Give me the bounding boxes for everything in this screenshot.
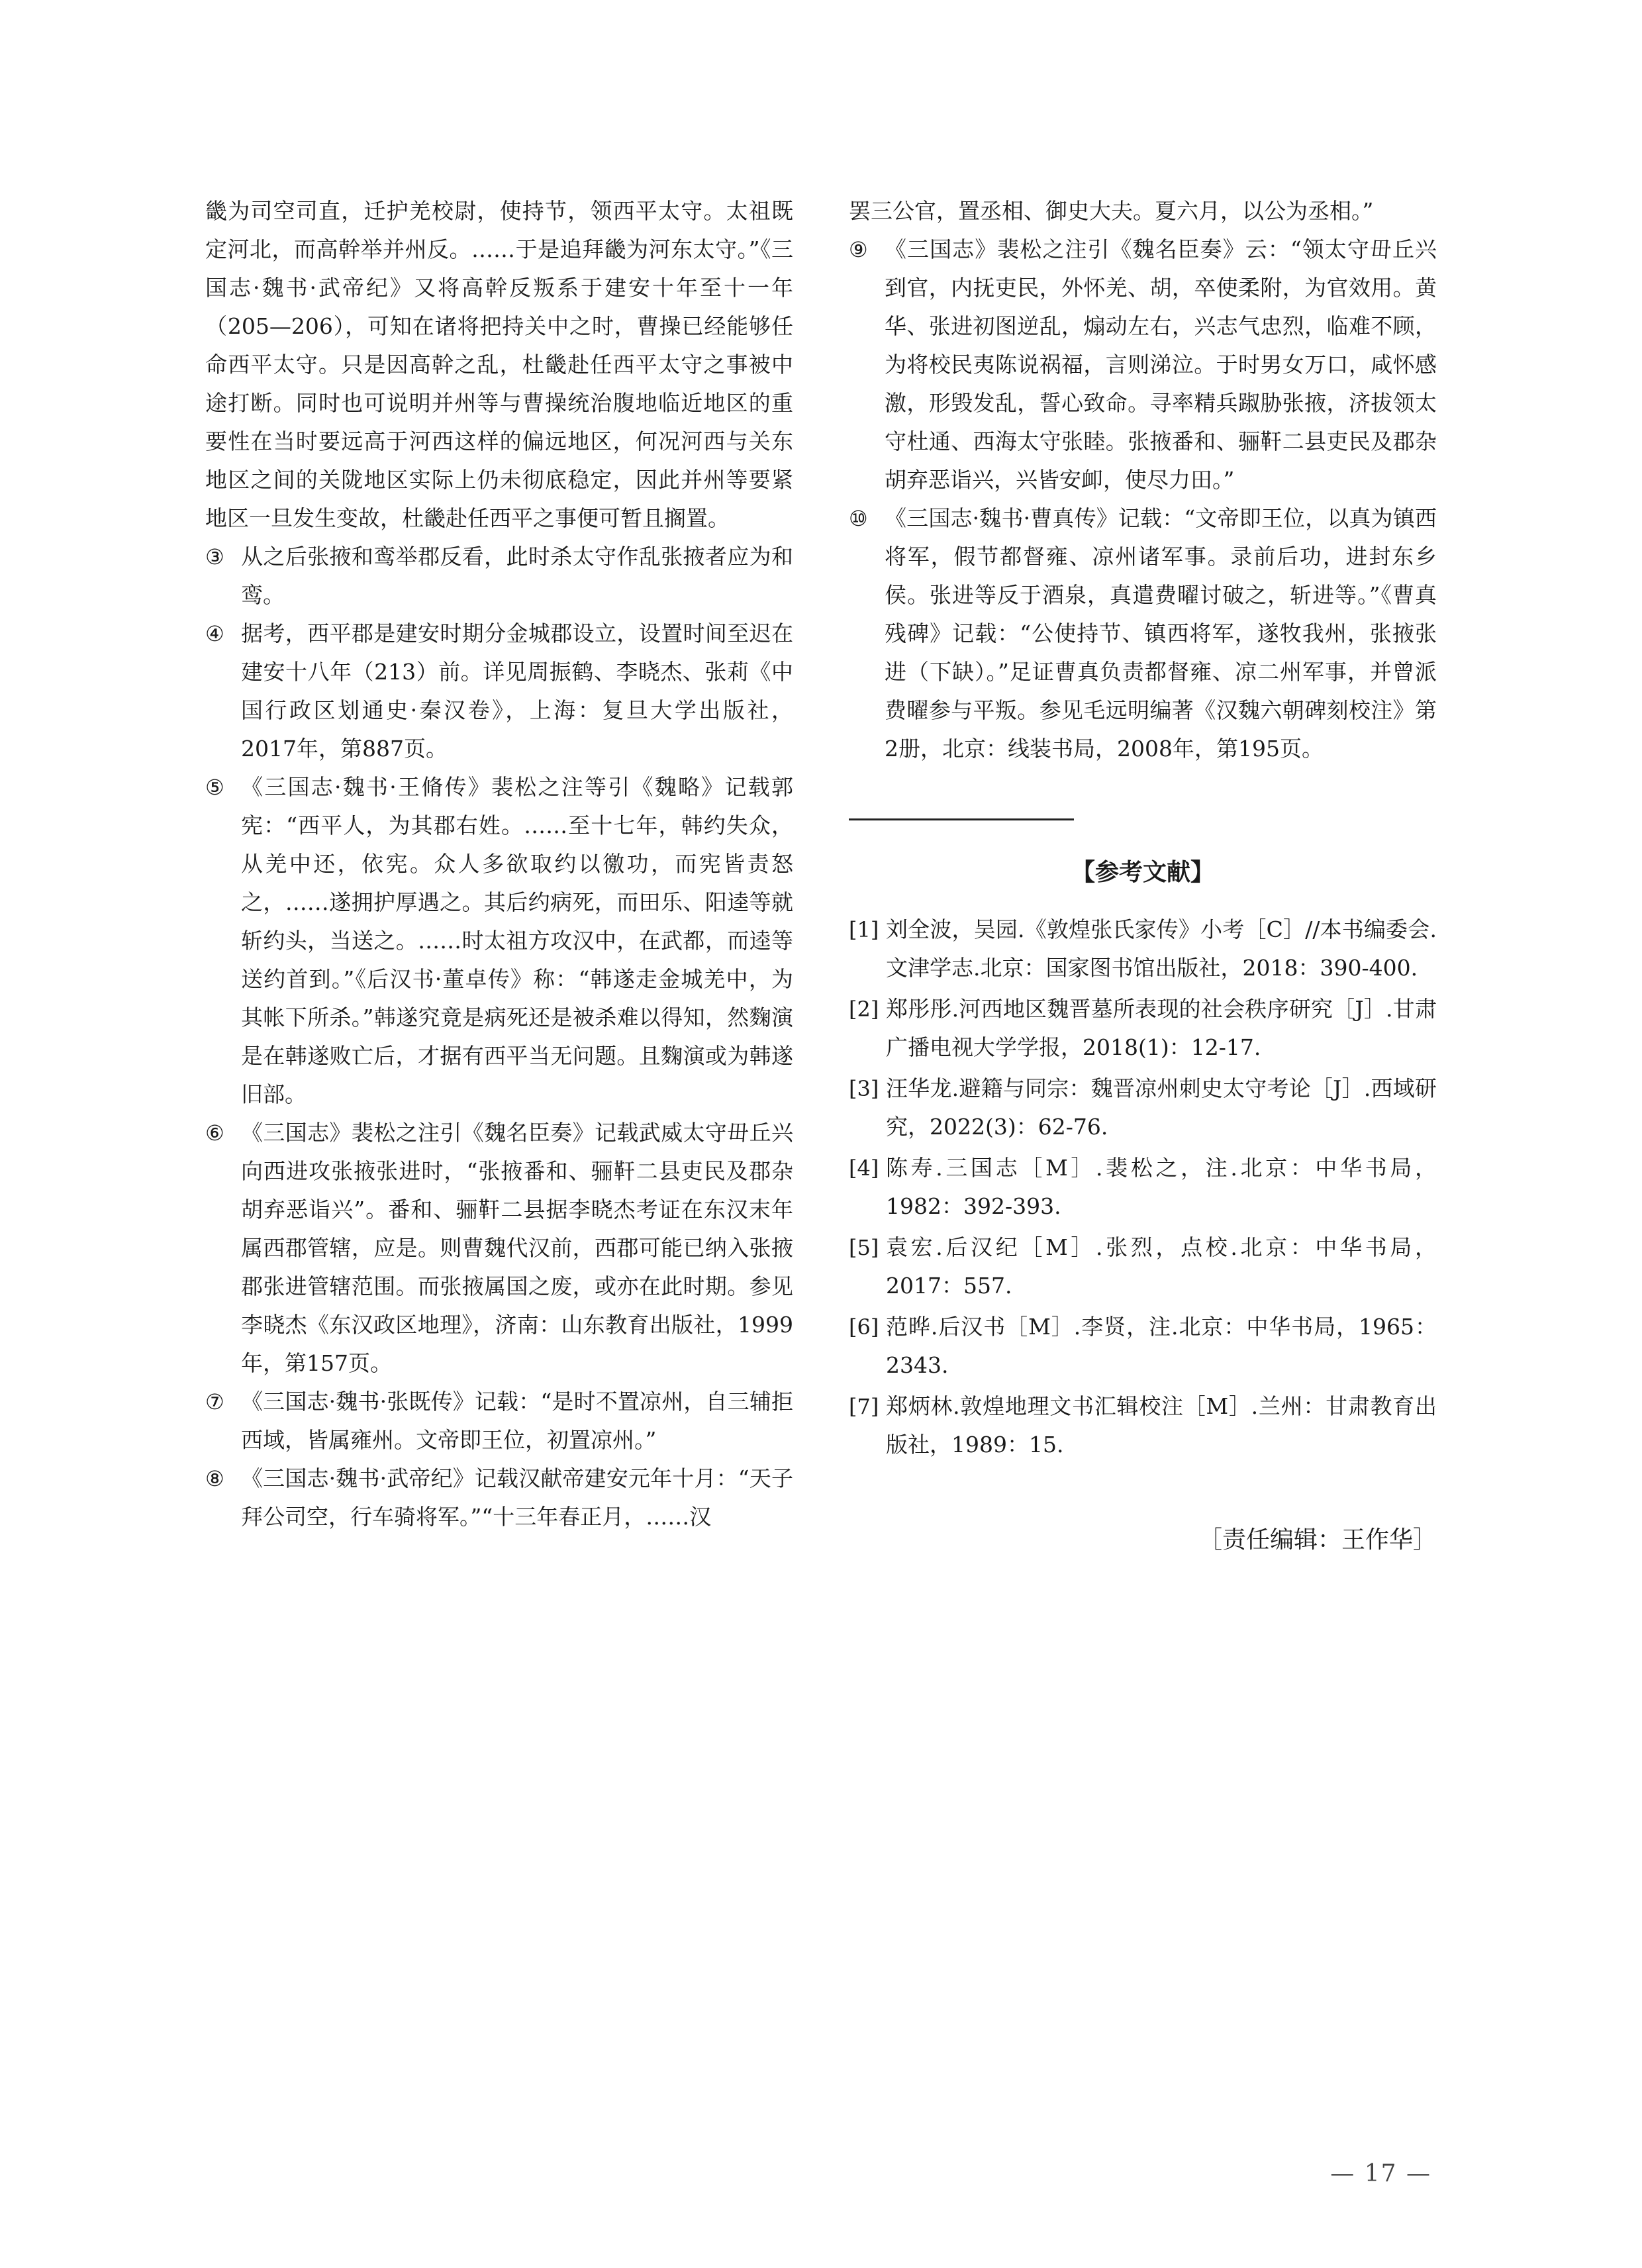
footnote-text: 《三国志·魏书·王脩传》裴松之注等引《魏略》记载郭宪：“西平人，为其郡右姓。……至十七年，韩约失众，从羌中还，依宪。众人多欲取约以徼功，而宪皆责怒之，……遂拥护厚遇之。其后约病死，而田乐、阳逵等就斩约头，当送之。……时太祖方攻汉中，在武都，而逵等送约首到。”《后汉书·董卓传》称：“韩遂走金城羌中，为其帐下所杀。”韩遂究竟是病死还是被杀难以得知，然麴演是在韩遂败亡后，才据有西平当无问题。且麴演或为韩遂旧部。 bbox=[241, 774, 793, 1107]
left-column bbox=[205, 192, 793, 1536]
reference-text: 郑炳林.敦煌地理文书汇辑校注［M］.兰州：甘肃教育出版社，1989：15. bbox=[886, 1393, 1437, 1457]
footnote-number: ⑧ bbox=[205, 1466, 224, 1491]
reference-text: 汪华龙.避籍与同宗：魏晋凉州刺史太守考论［J］.西域研究，2022(3)：62-76. bbox=[886, 1075, 1437, 1140]
footnote-7 bbox=[205, 1383, 793, 1459]
footnote-6 bbox=[205, 1114, 793, 1383]
footnote-text: 《三国志·魏书·曹真传》记载：“文帝即王位，以真为镇西将军，假节都督雍、凉州诸军事。录前后功，进封东乡侯。张进等反于酒泉，真遣费曜讨破之，斩进等。”《曹真残碑》记载：“公使持节、镇西将军，遂牧我州，张掖张进（下缺）。”足证曹真负责都督雍、凉二州军事，并曾派费曜参与平叛。参见毛远明编著《汉魏六朝碑刻校注》第2册，北京：线装书局，2008年，第195页。 bbox=[885, 505, 1437, 762]
reference-number: [4] bbox=[849, 1156, 879, 1181]
footnote-divider bbox=[849, 818, 1074, 820]
reference-text: 郑彤彤.河西地区魏晋墓所表现的社会秩序研究［J］.甘肃广播电视大学学报，2018(1)：12-17. bbox=[886, 996, 1437, 1060]
footnote-text: 从之后张掖和鸾举郡反看，此时杀太守作乱张掖者应为和鸾。 bbox=[241, 544, 793, 608]
reference-text: 范晔.后汉书［M］.李贤，注.北京：中华书局，1965：2343. bbox=[886, 1314, 1437, 1378]
responsible-editor: ［责任编辑：王作华］ bbox=[1198, 1526, 1437, 1553]
footnote-5 bbox=[205, 768, 793, 1114]
footnote-number: ⑩ bbox=[849, 506, 868, 531]
reference-number: [1] bbox=[849, 917, 879, 942]
reference-text: 刘全波，吴园.《敦煌张氏家传》小考［C］//本书编委会.文津学志.北京：国家图书馆出版社，2018：390-400. bbox=[886, 916, 1437, 981]
reference-item bbox=[849, 1387, 1437, 1464]
footnote-number: ⑥ bbox=[205, 1120, 224, 1146]
footnote-text: 《三国志·魏书·武帝纪》记载汉献帝建安元年十月：“天子拜公司空，行车骑将军。”“十三年春正月，……汉 bbox=[241, 1465, 793, 1530]
footnote-text: 《三国志·魏书·张既传》记载：“是时不置凉州，自三辅拒西域，皆属雍州。文帝即王位，初置凉州。” bbox=[241, 1389, 793, 1453]
footnote-number: ③ bbox=[205, 544, 224, 569]
right-column bbox=[849, 192, 1437, 768]
reference-item bbox=[849, 990, 1437, 1067]
reference-item bbox=[849, 1308, 1437, 1385]
reference-number: [6] bbox=[849, 1314, 879, 1340]
footnote-3 bbox=[205, 538, 793, 615]
reference-number: [5] bbox=[849, 1235, 879, 1260]
references-list bbox=[849, 911, 1437, 1467]
footnote-8 bbox=[205, 1459, 793, 1536]
reference-item bbox=[849, 1149, 1437, 1226]
footnote-9 bbox=[849, 230, 1437, 499]
reference-number: [2] bbox=[849, 997, 879, 1022]
footnote-text: 据考，西平郡是建安时期分金城郡设立，设置时间至迟在建安十八年（213）前。详见周振鹤、李晓杰、张莉《中国行政区划通史·秦汉卷》，上海：复旦大学出版社，2017年，第887页。 bbox=[241, 620, 793, 762]
footnote-number: ⑦ bbox=[205, 1389, 224, 1414]
reference-text: 陈寿.三国志［M］.裴松之，注.北京：中华书局，1982：392-393. bbox=[886, 1155, 1437, 1219]
footnote-text: 《三国志》裴松之注引《魏名臣奏》云：“领太守毌丘兴到官，内抚吏民，外怀羌、胡，卒使柔附，为官效用。黄华、张进初图逆乱，煽动左右，兴志气忠烈，临难不顾，为将校民夷陈说祸福，言则涕泣。于时男女万口，咸怀感激，形毁发乱，誓心致命。寻率精兵踧胁张掖，济拔领太守杜通、西海太守张睦。张掖番和、骊靬二县吏民及郡杂胡弃恶诣兴，兴皆安卹，使尽力田。” bbox=[885, 236, 1437, 493]
footnote-number: ⑤ bbox=[205, 775, 224, 800]
reference-item bbox=[849, 911, 1437, 987]
reference-number: [3] bbox=[849, 1076, 879, 1101]
reference-number: [7] bbox=[849, 1394, 879, 1419]
left-intro-paragraph: 畿为司空司直，迁护羌校尉，使持节，领西平太守。太祖既定河北，而高幹举并州反。……于是追拜畿为河东太守。”《三国志·魏书·武帝纪》又将高幹反叛系于建安十年至十一年（205—206），可知在诸将把持关中之时，曹操已经能够任命西平太守。只是因高幹之乱，杜畿赴任西平太守之事被中途打断。同时也可说明并州等与曹操统治腹地临近地区的重要性在当时要远高于河西这样的偏远地区，何况河西与关东地区之间的关陇地区实际上仍未彻底稳定，因此并州等要紧地区一旦发生变故，杜畿赴任西平之事便可暂且搁置。 bbox=[205, 198, 793, 531]
reference-item bbox=[849, 1228, 1437, 1305]
footnote-number: ⑨ bbox=[849, 237, 868, 262]
footnote-text: 《三国志》裴松之注引《魏名臣奏》记载武威太守毌丘兴向西进攻张掖张进时，“张掖番和、骊靬二县吏民及郡杂胡弃恶诣兴”。番和、骊靬二县据李晓杰考证在东汉末年属西郡管辖，应是。则曹魏代汉前，西郡可能已纳入张掖郡张进管辖范围。而张掖属国之废，或亦在此时期。参见李晓杰《东汉政区地理》，济南：山东教育出版社，1999年，第157页。 bbox=[241, 1120, 793, 1376]
reference-text: 袁宏.后汉纪［M］.张烈，点校.北京：中华书局，2017：557. bbox=[886, 1234, 1437, 1299]
footnote-10 bbox=[849, 499, 1437, 768]
reference-item bbox=[849, 1069, 1437, 1146]
page-number: — 17 — bbox=[1330, 2160, 1431, 2187]
references-heading: 【参考文献】 bbox=[1071, 859, 1214, 886]
right-intro-paragraph: 罢三公官，置丞相、御史大夫。夏六月，以公为丞相。” bbox=[849, 198, 1374, 224]
footnote-number: ④ bbox=[205, 621, 224, 646]
footnote-4 bbox=[205, 615, 793, 768]
